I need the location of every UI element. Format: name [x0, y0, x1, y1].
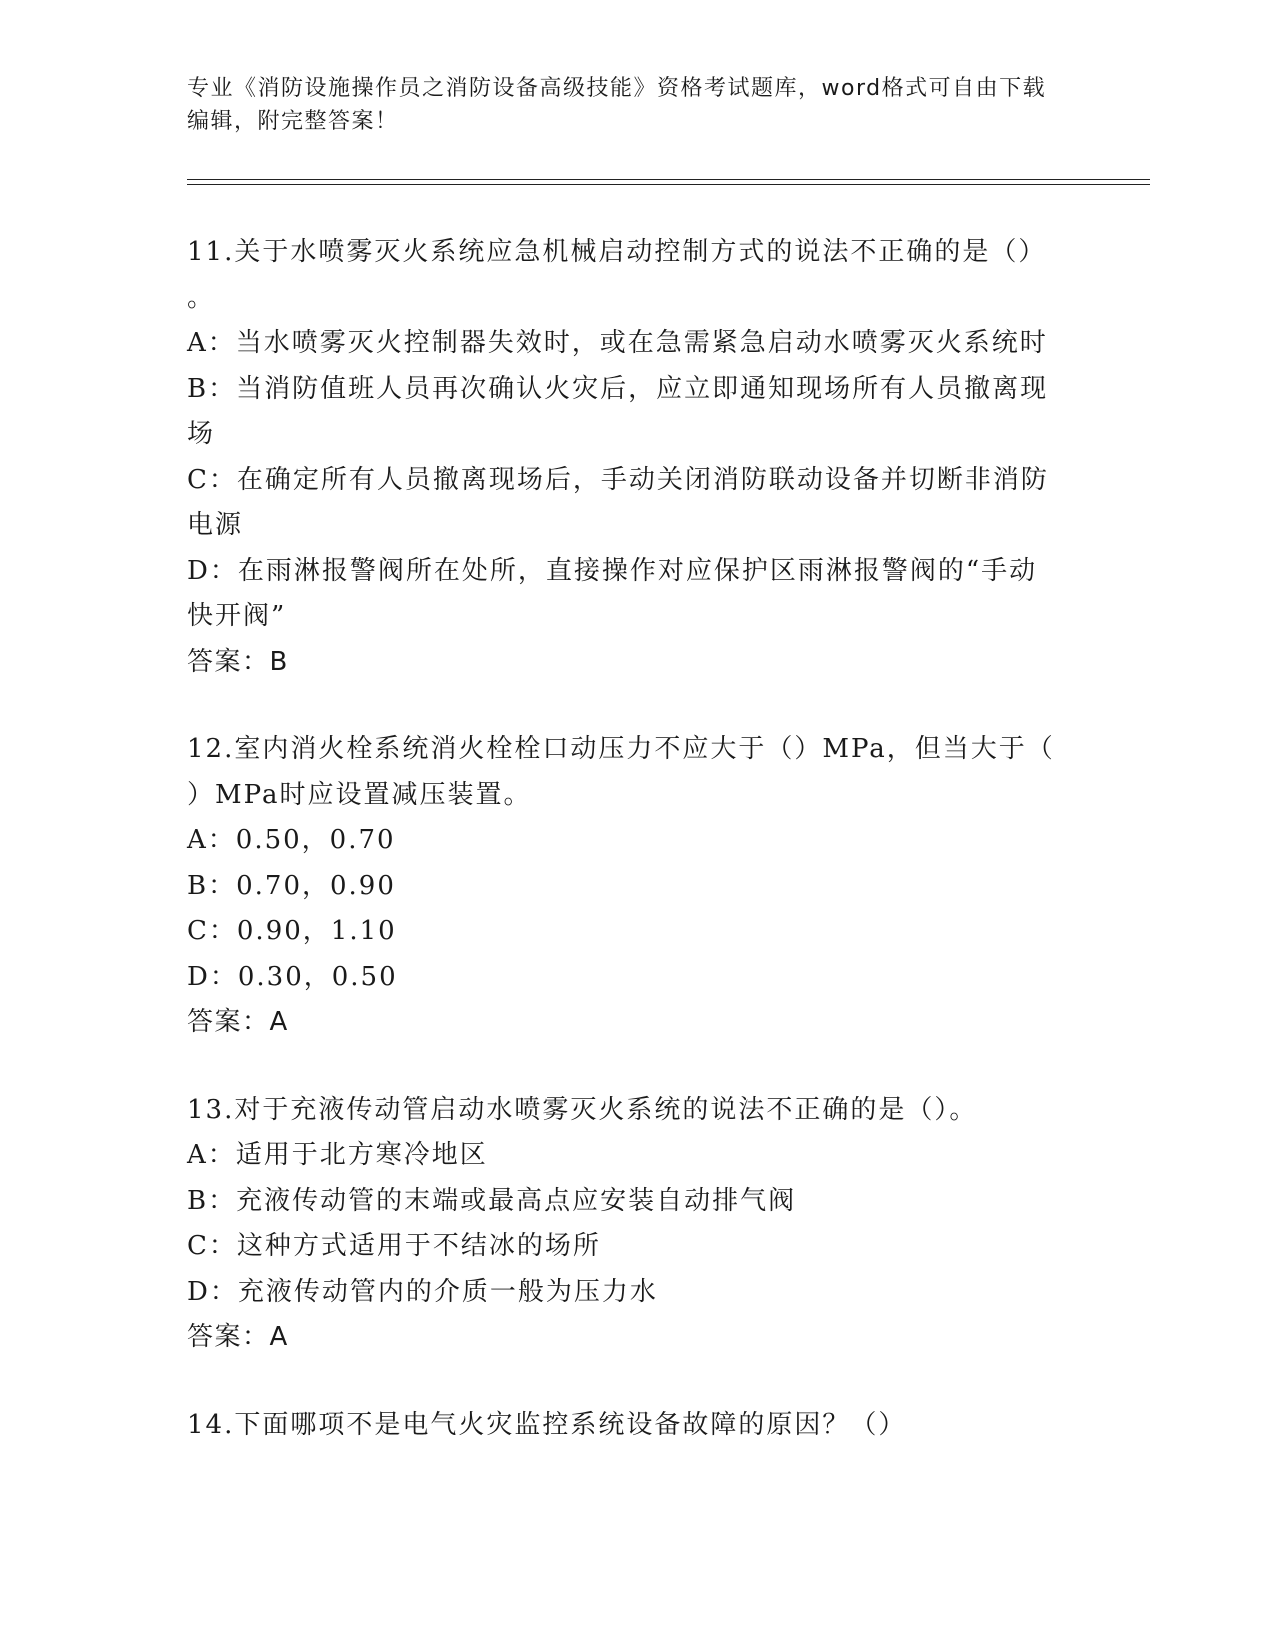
header-divider-top — [187, 179, 1150, 180]
option-d: D：0.30，0.50 — [187, 961, 398, 992]
option-b: B：当消防值班人员再次确认火灾后，应立即通知现场所有人员撤离现 — [187, 373, 1049, 404]
question-item — [187, 1088, 1077, 1361]
question-stem: 11.关于水喷雾灭火系统应急机械启动控制方式的说法不正确的是（） — [187, 237, 1047, 267]
option-c: C：这种方式适用于不结冰的场所 — [187, 1231, 601, 1261]
question-stem: 14.下面哪项不是电气火灾监控系统设备故障的原因？（） — [187, 1409, 907, 1440]
header-intro-text: 专业《消防设施操作员之消防设备高级技能》资格考试题库，word格式可自由下载编辑，附完整答案！ — [187, 76, 1047, 134]
option-c: 电源 — [187, 510, 244, 540]
option-a: A：适用于北方寒冷地区 — [187, 1140, 488, 1170]
header-divider-bottom — [187, 184, 1150, 185]
question-stem: ）MPa时应设置减压装置。 — [187, 779, 532, 810]
option-d: 快开阀” — [187, 601, 287, 631]
option-b: B：0.70，0.90 — [187, 870, 396, 901]
question-stem: 13.对于充液传动管启动水喷雾灭火系统的说法不正确的是（）。 — [187, 1094, 978, 1125]
document-header — [187, 72, 1067, 138]
option-d: D：在雨淋报警阀所在处所，直接操作对应保护区雨淋报警阀的“手动 — [187, 555, 1038, 586]
option-a: A：当水喷雾灭火控制器失效时，或在急需紧急启动水喷雾灭火系统时 — [187, 328, 1048, 358]
option-a: A：0.50，0.70 — [187, 825, 396, 855]
option-b: 场 — [187, 419, 216, 449]
option-c: C：在确定所有人员撤离现场后，手动关闭消防联动设备并切断非消防 — [187, 464, 1049, 495]
question-stem: 。 — [187, 282, 216, 313]
option-b: B：充液传动管的末端或最高点应安装自动排气阀 — [187, 1185, 797, 1216]
option-d: D：充液传动管内的介质一般为压力水 — [187, 1276, 658, 1307]
question-item — [187, 230, 1077, 685]
answer-label: 答案：B — [187, 646, 289, 677]
question-list — [187, 230, 1077, 1490]
answer-label: 答案：A — [187, 1007, 289, 1037]
question-stem: 12.室内消火栓系统消火栓栓口动压力不应大于（）MPa，但当大于（ — [187, 734, 1055, 764]
option-c: C：0.90，1.10 — [187, 916, 397, 946]
question-item — [187, 1403, 1077, 1449]
question-item — [187, 727, 1077, 1046]
answer-label: 答案：A — [187, 1322, 289, 1352]
